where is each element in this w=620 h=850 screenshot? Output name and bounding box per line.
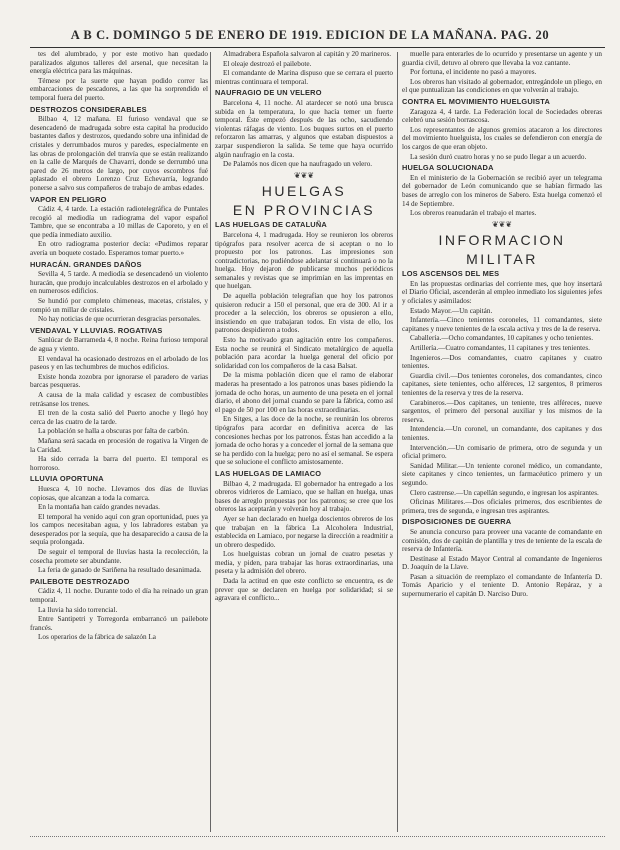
section-heading: NAUFRAGIO DE UN VELERO	[215, 88, 322, 98]
footer-rule	[30, 836, 605, 837]
paragraph: La sesión duró cuatro horas y no se pudo llegar a un acuerdo.	[410, 152, 587, 161]
paragraph: Témese por la suerte que hayan podido correr las embarcaciones de pescadores, a las que ha sorprendido el temporal fuera del puerto.	[30, 76, 208, 102]
paragraph: Oficinas Militares.—Dos oficiales primeros, dos escribientes de primera, tres de segunda, e ingresan tres aspirantes.	[402, 498, 602, 515]
paragraph: De la misma población dicen que el ramo de elaborar maderas ha presentado a los patronos unas bases pidiendo la jornada de ocho horas, un aumento de una peseta en el jornal diario, el abono del jornal cuando se pare la fábrica, como así el pago de 50 por 100 en las horas extraordinarias.	[215, 371, 393, 414]
paragraph: Los representantes de algunos gremios atacaron a los directores del movimiento huelguista, los cuales se defendieron con energía de los cargos de que eran objeto.	[402, 125, 602, 151]
paragraph: Dada la actitud en que este conflicto se encuentra, es de prever que se declaren en huelga por solidaridad; si se agravara el conflicto...	[215, 577, 393, 603]
section-heading: LAS HUELGAS DE LAMIACO	[215, 468, 322, 478]
ornament-icon: ❦❦❦	[491, 219, 513, 229]
paragraph: Los operarios de la fábrica de salazón La	[38, 633, 156, 642]
paragraph: Sanlúcar de Barrameda 4, 8 noche. Reina furioso temporal de agua y viento.	[30, 336, 208, 353]
section-banner: MILITAR	[466, 251, 538, 268]
section-heading: HUELGA SOLUCIONADA	[402, 163, 494, 173]
section-heading: DESTROZOS CONSIDERABLES	[30, 104, 147, 114]
paragraph: No hay noticias de que ocurrieran desgracias personales.	[38, 315, 201, 324]
paragraph: Guardia civil.—Dos tenientes coroneles, dos comandantes, cinco capitanes, siete tenientes, ocho alféreces, 12 sargentos, 8 primeros tenientes de la reserva y tres de la reserva.	[402, 371, 602, 397]
paragraph: Intendencia.—Un coronel, un comandante, dos capitanes y dos tenientes.	[402, 425, 602, 442]
paragraph: Se hundió por completo chimeneas, macetas, cristales, y rompió un millar de cristales.	[30, 297, 208, 314]
paragraph: En las propuestas ordinarias del corriente mes, que hoy insertará el Diario Oficial, ascenderán al empleo inmediato los siguientes jefes y oficiales y asimilados:	[402, 279, 602, 306]
paragraph: De seguir el temporal de lluvias hasta la recolección, la cosecha promete ser abundante.	[30, 548, 208, 565]
paragraph: La lluvia ha sido torrencial.	[38, 605, 118, 614]
paragraph: De Palamós nos dicen que ha naufragado un velero.	[223, 160, 373, 169]
section-banner: HUELGAS	[261, 183, 347, 200]
paragraph: Por fortuna, el incidente no pasó a mayores.	[410, 68, 537, 77]
paragraph: Los obreros han visitado al gobernador, entregándole un pliego, en el que puntualizan las condiciones en que volverán al trabajo.	[402, 77, 602, 95]
paragraph: Artillería.—Cuatro comandantes, 11 capitanes y tres tenientes.	[410, 344, 590, 353]
paragraph: Sanidad Militar.—Un teniente coronel médico, un comandante, siete capitanes y cinco tenientes, un farmacéutico primero y un segundo.	[402, 461, 602, 487]
masthead: A B C. DOMINGO 5 DE ENERO DE 1919. EDICION DE LA MAÑANA. PAG. 20	[70, 28, 550, 42]
paragraph: A causa de la mala calidad y escasez de combustibles retrásanse los trenes.	[30, 390, 208, 408]
paragraph: Huesca 4, 10 noche. Llevamos dos días de lluvias copiosas, que alcanzan a toda la comarca.	[30, 484, 208, 502]
column-3	[402, 50, 602, 830]
section-heading: LAS HUELGAS DE CATALUÑA	[215, 220, 327, 230]
paragraph: Cádiz 4, 11 noche. Durante todo el día ha reinado un gran temporal.	[30, 587, 208, 605]
paragraph: Caballería.—Ocho comandantes, 10 capitanes y ocho tenientes.	[410, 334, 594, 343]
paragraph: Barcelona 4, 1 madrugada. Hoy se reunieron los obreros tipógrafos para resolver acerca de si aceptan o no lo propuesto por los patronos. Las impresiones son contradictorias, no pudiéndose adelantar si continuará o no la huelga. Hoy dejaron de publicarse muchos periódicos semanales y revistas que se imprimían en las imprentas en que huelgan.	[215, 230, 393, 291]
paragraph: El comandante de Marina dispuso que se cerrara el puerto mientras continuara el temporal.	[215, 69, 393, 86]
section-banner: INFORMACION	[438, 232, 566, 249]
paragraph: Ayer se han declarado en huelga doscientos obreros de los que trabajan en la fábrica La Alcoholera Industrial, establecida en Lamiaco, por negarse la dirección a readmitir a un obrero despedido.	[215, 514, 393, 549]
ornament-icon: ❦❦❦	[293, 170, 315, 180]
paragraph: Esto ha motivado gran agitación entre los compañeros. Esta noche se reunirá el Sindicato metalúrgico de aquella población para acordar la huelga general del oficio por solidaridad con los compañeros de la casa Balsat.	[215, 336, 393, 370]
paragraph: tes del alumbrado, y por este motivo han quedado paralizados algunos talleres del arsenal, que necesitan la energía eléctrica para las máquinas.	[30, 50, 208, 76]
section-heading: DISPOSICIONES DE GUERRA	[402, 517, 512, 527]
paragraph: Entre Santipetri y Torregorda embarrancó un pailebote francés.	[30, 615, 208, 632]
section-heading: HURACÁN. GRANDES DAÑOS	[30, 259, 142, 269]
paragraph: En el ministerio de la Gobernación se recibió ayer un telegrama del gobernador de León comunicando que se habían firmado las bases de arreglo con los mineros de Sabero. Esta huelga comenzó el 14 de Septiembre.	[402, 173, 602, 208]
paragraph: Bilbao 4, 2 madrugada. El gobernador ha entregado a los obreros vidrieros de Lamiaco, que se hallan en huelga, unas bases de arreglo propuestas por los patronos; se cree que los obreros las aceptarán y volverán hoy al trabajo.	[215, 479, 393, 514]
paragraph: En la montaña han caído grandes nevadas.	[38, 503, 160, 512]
paragraph: En otro radiograma posterior decía: «Pudimos reparar avería un boquete costado. Esperamos tomar puerto.»	[30, 240, 208, 258]
paragraph: Intervención.—Un comisario de primera, otro de segunda y un oficial primero.	[402, 443, 602, 461]
paragraph: En Sitges, a las doce de la noche, se reunirán los obreros tipógrafos para acordar en definitiva acerca de las concesiones hechas por los patronos. Éstas han accedido a la jornada de ocho horas y a conceder el jornal de la semana que se ha perdido con la huelga; pero no así el semanal. Se espera que se solucione el conflicto amistosamente.	[215, 415, 393, 467]
paragraph: Mañana será sacada en procesión de rogativa la Virgen de la Caridad.	[30, 436, 208, 454]
paragraph: Los obreros reanudarán el trabajo el martes.	[410, 209, 537, 218]
paragraph: Barcelona 4, 11 noche. Al atardecer se notó una brusca subida en la temperatura, lo que hacía temer un fuerte temporal. Éste empezó después de las ocho, sacudiendo violentas ráfagas de viento. Los buques surtos en el puerto reforzaron las amarras, y algunos que estaban dispuestos a zarpar suspendieron la salida. Se teme que haya ocurrido algún naufragio en la costa.	[215, 98, 393, 159]
section-heading: VENDAVAL Y LLUVIAS. ROGATIVAS	[30, 325, 163, 335]
paragraph: Ha sido cerrada la barra del puerto. El temporal es horroroso.	[30, 455, 208, 472]
paragraph: Pasan a situación de reemplazo el comandante de Infantería D. Tomás Aparicio y el teniente D. Antonio Repáraz, y a supernumerario el capitán D. Narciso Duro.	[402, 572, 602, 599]
paragraph: El tren de la costa salió del Puerto anoche y llegó hoy cerca de las cuatro de la tarde.	[30, 409, 208, 426]
paragraph: Clero castrense.—Un capellán segundo, e ingresan los aspirantes.	[410, 488, 599, 497]
section-banner: EN PROVINCIAS	[232, 202, 376, 219]
column-divider	[210, 52, 211, 832]
paragraph: Existe honda zozobra por ignorarse el paradero de varias barcas pesqueras.	[30, 372, 208, 390]
paragraph: muelle para enterarles de lo ocurrido y presentarse un agente y un guardia civil, detuvo al obrero que llevaba la voz cantante.	[402, 50, 602, 67]
column-1	[30, 50, 208, 830]
paragraph: Zaragoza 4, 4 tarde. La Federación local de Sociedades obreras celebró una sesión borrascosa.	[402, 107, 602, 125]
paragraph: Destínase al Estado Mayor Central al comandante de Ingenieros D. Joaquín de la Llave.	[402, 554, 602, 572]
paragraph: El oleaje destrozó el pailebote.	[223, 59, 312, 68]
paragraph: Estado Mayor.—Un capitán.	[410, 306, 493, 315]
section-heading: VAPOR EN PELIGRO	[30, 194, 107, 204]
paragraph: De aquella población telegrafían que hoy los patronos quisieron reducir a 150 el personal, que era de 300. Al ir a proceder a la selección, los obreros se opusieron a ello, insistiendo en que trabajaran todos. En vista de ello, los patronos despidieron a todos.	[215, 292, 393, 335]
paragraph: La feria de ganado de Sariñena ha resultado desanimada.	[38, 566, 202, 575]
paragraph: La población se halla a obscuras por falta de carbón.	[38, 427, 189, 436]
paragraph: Bilbao 4, 12 mañana. El furioso vendaval que se desencadenó de madrugada sobre esta capital ha producido bastantes daños y destrozos, quedando sobre una infinidad de cristales y derrumbados muros y paredes, especialmente en las obras de prolongación del tranvía que se están realizando en la calle de Marqués de Chavarri, donde se derrumbó una pared de 26 metros de largo, por cuyos escombros fué aplastado el obrero Lorenzo Cruz Echevarría, logrando ponerse a salvo sus compañeros de trabajo de ambas edades.	[30, 115, 208, 192]
section-heading: PAILEBOTE DESTROZADO	[30, 576, 130, 586]
column-divider	[397, 52, 398, 832]
header-rule	[30, 47, 605, 48]
paragraph: Cádiz 4, 4 tarde. La estación radiotelegráfica de Puntales recogió al mediodía un radiograma del vapor español Tambre, que se encontraba a 10 millas de Caporeto, y en el que pedía inmediato auxilio.	[30, 205, 208, 239]
paragraph: Sevilla 4, 5 tarde. A mediodía se desencadenó un violento huracán, que produjo incalculables destrozos en el arbolado y en numerosos edificios.	[30, 270, 208, 296]
paragraph: Se anuncia concurso para proveer una vacante de comandante en comisión, dos de capitán de plantilla y tres de teniente de la escala de reserva de Infantería.	[402, 527, 602, 554]
paragraph: El temporal ha venido aquí con gran oportunidad, pues ya los campos necesitaban agua, y los labradores estaban ya desesperados por la sequía, que ha desaparecido a causa de la sequía prolongada.	[30, 512, 208, 547]
column-2	[215, 50, 393, 830]
paragraph: Infantería.—Cinco tenientes coroneles, 11 comandantes, siete capitanes y nueve tenientes de la escala activa y tres de la de reserva.	[402, 316, 602, 333]
paragraph: Ingenieros.—Dos comandantes, cuatro capitanes y cuatro tenientes.	[402, 353, 602, 371]
paragraph: Los huelguistas cobran un jornal de cuatro pesetas y media, y piden, para trabajar las horas extraordinarias, una peseta y la admisión del obrero.	[215, 550, 393, 576]
paragraph: El vendaval ha ocasionado destrozos en el arbolado de los paseos y en las techumbres de muchos edificios.	[30, 354, 208, 372]
section-heading: CONTRA EL MOVIMIENTO HUELGUISTA	[402, 96, 550, 106]
section-heading: LOS ASCENSOS DEL MES	[402, 269, 500, 279]
section-heading: LLUVIA OPORTUNA	[30, 474, 104, 484]
paragraph: Almadrabera Española salvaron al capitán y 20 marineros.	[223, 50, 392, 58]
paragraph: Carabineros.—Dos capitanes, un teniente, tres alféreces, nueve sargentos, el primero del personal auxiliar y los mismos de la reserva.	[402, 398, 602, 424]
